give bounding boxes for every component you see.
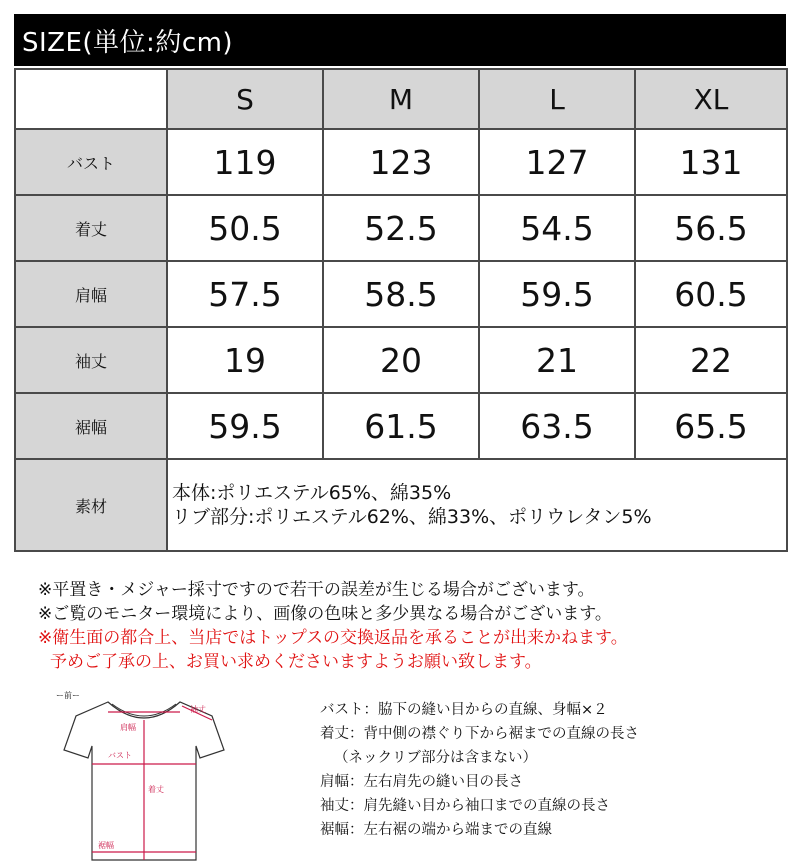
- table-cell: 52.5: [323, 195, 479, 261]
- tshirt-diagram: [50, 688, 290, 863]
- note-monitor: ※ご覧のモニター環境により、画像の色味と多少異なる場合がございます。: [38, 604, 612, 624]
- table-cell: 63.5: [479, 393, 635, 459]
- table-cell: 59.5: [479, 261, 635, 327]
- table-row: [15, 129, 787, 195]
- row-label: 着丈: [15, 195, 167, 261]
- table-cell: 56.5: [635, 195, 787, 261]
- note-returns: ※衛生面の都合上、当店ではトップスの交換返品を承ることが出来かねます。: [38, 628, 628, 648]
- table-row: [15, 393, 787, 459]
- table-cell: 127: [479, 129, 635, 195]
- def-length: 着丈：背中側の襟ぐり下から裾までの直線の長さ: [320, 726, 639, 742]
- table-cell: 119: [167, 129, 323, 195]
- table-row: [15, 195, 787, 261]
- note-measurement: ※平置き・メジャー採寸ですので若干の誤差が生じる場合がございます。: [38, 580, 595, 600]
- size-header-m: M: [323, 69, 479, 129]
- material-rib: リブ部分:ポリエステル62%、綿33%、ポリウレタン5%: [172, 506, 652, 528]
- measurement-definitions: [320, 698, 639, 842]
- def-hem: 裾幅：左右裾の端から端までの直線: [320, 822, 552, 838]
- def-bust: バスト：脇下の縫い目からの直線、身幅×２: [320, 702, 608, 718]
- row-label: 袖丈: [15, 327, 167, 393]
- table-cell: 131: [635, 129, 787, 195]
- table-cell: 123: [323, 129, 479, 195]
- table-cell: 22: [635, 327, 787, 393]
- def-shoulder: 肩幅：左右肩先の縫い目の長さ: [320, 774, 523, 790]
- table-row: [15, 327, 787, 393]
- row-label: バスト: [15, 129, 167, 195]
- size-header-xl: XL: [635, 69, 787, 129]
- table-cell: 20: [323, 327, 479, 393]
- table-cell: 60.5: [635, 261, 787, 327]
- corner-cell: [15, 69, 167, 129]
- table-cell: 59.5: [167, 393, 323, 459]
- hem-label: 裾幅: [98, 841, 114, 850]
- table-cell: 57.5: [167, 261, 323, 327]
- bust-label: バスト: [108, 751, 132, 760]
- shoulder-label: 肩幅: [120, 723, 136, 732]
- table-cell: 65.5: [635, 393, 787, 459]
- table-cell: 21: [479, 327, 635, 393]
- note-returns-cont: 予めご了承の上、お買い求めくださいますようお願い致します。: [50, 652, 542, 672]
- row-label: 肩幅: [15, 261, 167, 327]
- table-cell: 19: [167, 327, 323, 393]
- header-row: [15, 69, 787, 129]
- front-label: ー前ー: [56, 691, 80, 700]
- tshirt-outline: [50, 688, 290, 863]
- table-cell: 50.5: [167, 195, 323, 261]
- length-label: 着丈: [148, 785, 164, 794]
- size-header-l: L: [479, 69, 635, 129]
- row-label: 裾幅: [15, 393, 167, 459]
- sleeve-label: 袖丈: [190, 705, 206, 714]
- material-cell: [167, 459, 787, 551]
- material-row: [15, 459, 787, 551]
- size-header-s: S: [167, 69, 323, 129]
- notes: [38, 578, 628, 674]
- table-cell: 58.5: [323, 261, 479, 327]
- size-title: SIZE(単位:約cm): [22, 28, 234, 58]
- material-body: 本体:ポリエステル65%、綿35%: [172, 482, 452, 504]
- material-label: 素材: [15, 459, 167, 551]
- table-row: [15, 261, 787, 327]
- def-sleeve: 袖丈：肩先縫い目から袖口までの直線の長さ: [320, 798, 610, 814]
- def-length-note: （ネックリブ部分は含まない）: [334, 750, 537, 766]
- size-title-bar: [14, 14, 786, 66]
- size-table: [14, 68, 788, 552]
- table-cell: 54.5: [479, 195, 635, 261]
- table-cell: 61.5: [323, 393, 479, 459]
